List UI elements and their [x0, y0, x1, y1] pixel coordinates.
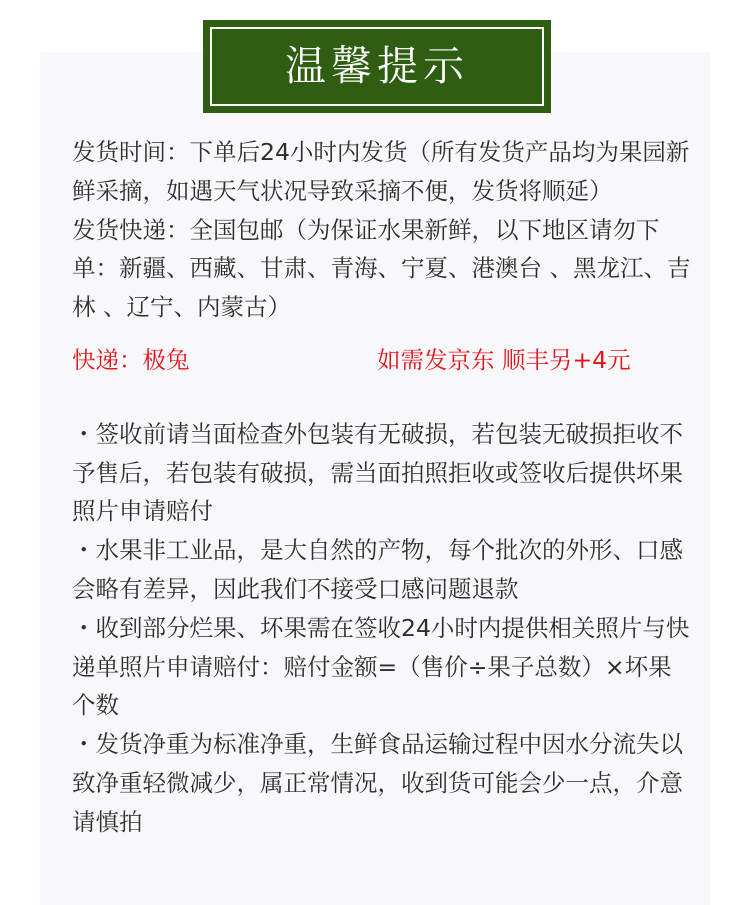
- notice-damaged-fruit-claim: ・收到部分烂果、坏果需在签收24小时内提供相关照片与快递单照片申请赔付：赔付金额=（售价÷果子总数）×坏果个数: [72, 613, 690, 720]
- title-frame: [210, 27, 544, 106]
- page-title: 温馨提示: [285, 42, 469, 90]
- courier-note: [72, 341, 692, 380]
- notice-net-weight: ・发货净重为标准净重，生鲜食品运输过程中因水分流失以致净重轻微减少，属正常情况，收到货可能会少一点，介意请慎拍: [72, 730, 683, 836]
- title-banner: [203, 20, 551, 113]
- notice-natural-variation: ・水果非工业品，是大自然的产物，每个批次的外形、口感会略有差异，因此我们不接受口感问题退款: [72, 536, 683, 603]
- courier-surcharge-text: 如需发京东 顺丰另+4元: [377, 345, 631, 374]
- shipping-time-text: 发货时间：下单后24小时内发货（所有发货产品均为果园新鲜采摘，如遇天气状况导致采摘不便，发货将顺延）: [72, 138, 690, 205]
- shipping-courier-text: 发货快递：全国包邮（为保证水果新鲜，以下地区请勿下单：新疆、西藏、甘肃、青海、宁夏、港澳台 、黑龙江、吉林 、辽宁、内蒙古）: [72, 215, 691, 322]
- notice-inspect-on-delivery: ・签收前请当面检查外包装有无破损，若包装无破损拒收不予售后，若包装有破损，需当面拍照拒收或签收后提供坏果照片申请赔付: [72, 419, 683, 526]
- courier-name-text: 快递：极兔: [72, 345, 190, 374]
- notice-content: [72, 133, 692, 842]
